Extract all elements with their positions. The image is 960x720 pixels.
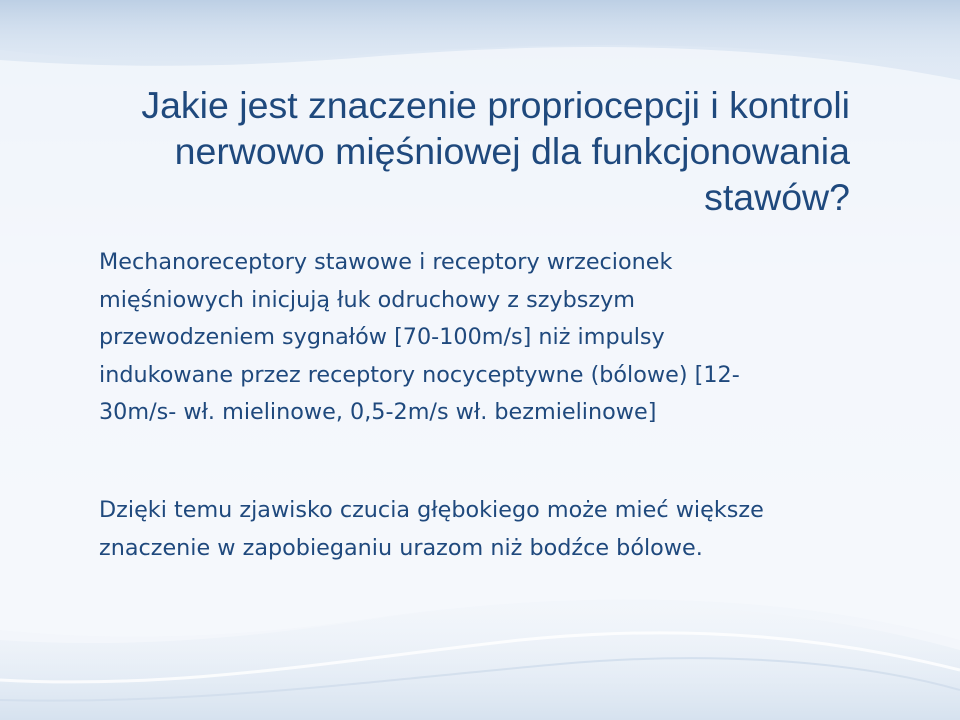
slide-title: [90, 82, 850, 220]
paragraph1-line-5: 30m/s- wł. mielinowe, 0,5-2m/s wł. bezmielinowe]: [99, 399, 657, 425]
paragraph-mechanoreceptors: [99, 244, 889, 432]
title-line-2: nerwowo mięśniowej dla funkcjonowania: [174, 130, 850, 172]
paragraph1-line-4: indukowane przez receptory nocyceptywne (bólowe) [12-: [99, 361, 740, 388]
paragraph2-line-1: Dzięki temu zjawisko czucia głębokiego może mieć większe: [99, 497, 764, 523]
title-line-3: stawów?: [704, 176, 850, 218]
paragraph2-line-2: znaczenie w zapobieganiu urazom niż bodźce bólowe.: [99, 534, 703, 561]
paragraph1-line-1: Mechanoreceptory stawowe i receptory wrzecionek: [99, 249, 673, 275]
paragraph-conclusion: [99, 492, 889, 567]
title-line-1: Jakie jest znaczenie propriocepcji i kontroli: [141, 84, 850, 126]
paragraph1-line-2: mięśniowych inicjują łuk odruchowy z szybszym: [99, 286, 635, 313]
paragraph1-line-3: przewodzeniem sygnałów [70-100m/s] niż impulsy: [99, 324, 665, 350]
